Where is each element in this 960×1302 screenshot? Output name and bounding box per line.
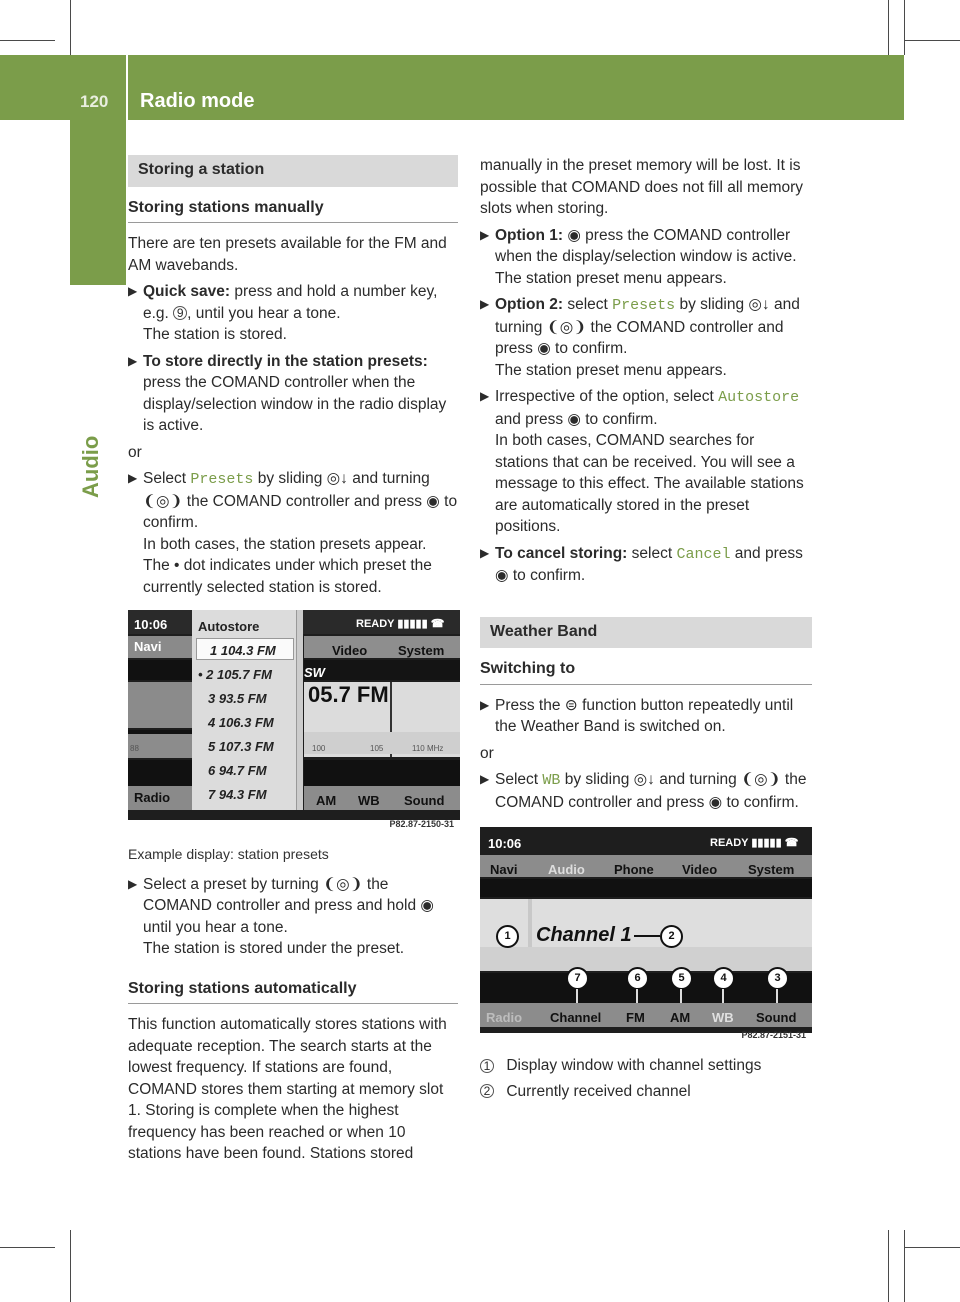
left-column xyxy=(128,155,458,1165)
right-column xyxy=(480,155,812,1102)
arrow-icon: ▶ xyxy=(128,876,138,891)
preset-5[interactable]: 5 107.3 FM xyxy=(208,739,274,754)
scrollbar[interactable] xyxy=(296,610,303,810)
crop-mark xyxy=(905,40,960,41)
clock: 10:06 xyxy=(488,836,522,851)
step-select-preset: ▶ Select a preset by turning ❨◎❩ the COMAND controller and press and hold ◉ until you hear a tone. The station is stored under the preset. xyxy=(128,875,434,957)
channel-display: Channel 1 xyxy=(536,924,632,946)
annotation-5: 5 xyxy=(670,967,693,990)
radio-button-icon: ⊜ xyxy=(564,696,578,714)
arrow-icon: ▶ xyxy=(128,353,138,368)
figure-caption: Example display: station presets xyxy=(128,846,329,862)
press-controller-icon: ◉ xyxy=(420,897,434,914)
header-divider xyxy=(126,55,128,120)
frequency-display: 05.7 FM xyxy=(308,682,389,707)
annotation-3: 3 xyxy=(766,967,789,990)
arrow-icon: ▶ xyxy=(480,697,490,712)
turn-controller-icon: ❨◎❩ xyxy=(323,875,363,893)
side-label: Audio xyxy=(78,435,103,498)
step-quick-save: ▶ Quick save: press and hold a number key, e.g. 9 , until you hear a tone. The station is stored. xyxy=(128,283,438,343)
side-tab xyxy=(70,120,126,285)
crop-mark xyxy=(904,0,905,55)
arrow-icon: ▶ xyxy=(480,389,490,403)
preset-2[interactable]: • 2 105.7 FM xyxy=(198,667,272,682)
clock: 10:06 xyxy=(134,617,168,632)
menu-sound[interactable]: Sound xyxy=(756,1010,797,1025)
continued-text: manually in the preset memory will be lost. It is possible that COMAND does not fill all memory slots when storing. xyxy=(480,157,804,217)
arrow-icon: ▶ xyxy=(128,471,138,485)
weather-band-screenshot xyxy=(480,827,812,1049)
press-controller-icon: ◉ xyxy=(537,340,551,357)
preset-4[interactable]: 4 106.3 FM xyxy=(208,715,274,730)
step-select-presets: ▶ Select Presets by sliding ◎↓ and turning ❨◎❩ the COMAND controller and press ◉ to confirm. In both cases, the station presets appear. The • dot indicates under which preset the currently selected station is stored. xyxy=(128,470,458,596)
press-controller-icon: ◉ xyxy=(708,793,723,811)
preset-7[interactable]: 7 94.3 FM xyxy=(208,787,267,802)
crop-mark xyxy=(0,1247,55,1248)
turn-controller-icon: ❨◎❩ xyxy=(546,318,587,336)
crop-mark xyxy=(905,1247,960,1248)
slide-controller-icon: ◎↓ xyxy=(326,470,348,487)
step-option-2: ▶ Option 2: select Presets by sliding ◎↓ and turning ❨◎❩ the COMAND controller and press ◉ to confirm. The station preset menu appears. xyxy=(480,296,800,379)
annotation-2: 2 xyxy=(660,925,683,948)
auto-text: This function automatically stores stations with adequate reception. The search starts at the lowest frequency. If stations are found, COMAND stores them starting at memory slot 1. Storing is complete when the highest frequency has been reached or when 10 stations have been found. Stations stored xyxy=(128,1016,447,1162)
scale-100: 100 xyxy=(312,744,326,753)
or-text: or xyxy=(480,744,494,762)
subheading-auto: Storing stations automatically xyxy=(128,978,458,1005)
page-title: Radio mode xyxy=(140,90,255,112)
legend-item: 1 Display window with channel settings xyxy=(480,1055,812,1077)
section-weather-band: Weather Band xyxy=(480,617,812,649)
subheading-manual: Storing stations manually xyxy=(128,197,458,224)
turn-controller-icon: ❨◎❩ xyxy=(143,492,183,510)
menu-sound[interactable]: Sound xyxy=(404,793,445,808)
menu-video[interactable]: Video xyxy=(682,862,718,877)
step-press-radio: ▶ Press the ⊜ function button repeatedly until the Weather Band is switched on. xyxy=(480,696,794,735)
menu-system[interactable]: System xyxy=(748,862,795,877)
press-controller-icon: ◉ xyxy=(567,410,581,428)
menu-system[interactable]: System xyxy=(398,643,445,658)
step-option-1: ▶ Option 1: ◉ press the COMAND controller when the display/selection window is active. The station preset menu appears. xyxy=(480,226,797,287)
menu-video[interactable]: Video xyxy=(332,643,368,658)
scale-105: 105 xyxy=(370,744,384,753)
intro-text: There are ten presets available for the FM and AM wavebands. xyxy=(128,235,447,274)
menu-am[interactable]: AM xyxy=(316,793,337,808)
menu-wb[interactable]: WB xyxy=(358,793,380,808)
dot-icon: • xyxy=(174,557,180,574)
legend-number: 1 xyxy=(480,1059,494,1073)
crop-mark xyxy=(904,1230,905,1302)
step-store-direct: ▶ To store directly in the station presets: press the COMAND controller when the display/selection window in the radio display is active. xyxy=(128,352,447,434)
subheading-switching: Switching to xyxy=(480,658,812,685)
arrow-icon: ▶ xyxy=(480,297,490,311)
arrow-icon: ▶ xyxy=(480,227,490,242)
legend-item: 2 Currently received channel xyxy=(480,1081,812,1103)
menu-phone[interactable]: Phone xyxy=(614,862,654,877)
annotation-4: 4 xyxy=(712,967,735,990)
band-fragment: SW xyxy=(304,665,325,680)
turn-controller-icon: ❨◎❩ xyxy=(741,771,781,788)
preset-1[interactable]: 1 104.3 FM xyxy=(210,643,276,658)
figure-code: P82.87-2150-31 xyxy=(389,818,454,829)
menu-navi[interactable]: Navi xyxy=(134,639,162,654)
menu-am[interactable]: AM xyxy=(670,1010,691,1025)
slide-controller-icon: ◎↓ xyxy=(633,771,655,788)
status: READY ▮▮▮▮▮ ☎ xyxy=(356,618,445,630)
menu-wb[interactable]: WB xyxy=(712,1010,734,1025)
legend-number: 2 xyxy=(480,1084,494,1098)
step-irrespective: ▶ Irrespective of the option, select Autostore and press ◉ to confirm. In both cases, COMAND searches for stations that can be received. You will see a message to this effect. The available stations are automatically stored in the preset positions. xyxy=(480,388,804,535)
annotation-6: 6 xyxy=(626,967,649,990)
crop-mark xyxy=(888,0,889,55)
station-presets-screenshot xyxy=(128,610,460,838)
crop-mark xyxy=(0,40,55,41)
scale-110: 110 MHz xyxy=(412,744,444,753)
crop-mark xyxy=(888,1230,889,1302)
or-text: or xyxy=(128,443,142,461)
scale-left: 88 xyxy=(130,744,139,753)
page-number: 120 xyxy=(80,92,109,111)
press-controller-icon: ◉ xyxy=(563,226,581,244)
annotation-1: 1 xyxy=(496,925,519,948)
press-controller-icon: ◉ xyxy=(495,567,509,584)
menu-radio[interactable]: Radio xyxy=(486,1010,523,1025)
header-bar xyxy=(0,55,904,120)
menu-fm[interactable]: FM xyxy=(626,1010,645,1025)
menu-audio[interactable]: Audio xyxy=(548,862,585,877)
arrow-icon: ▶ xyxy=(128,284,138,298)
section-title: Storing a station xyxy=(128,155,458,187)
press-controller-icon: ◉ xyxy=(426,492,440,510)
slide-controller-icon: ◎↓ xyxy=(748,296,770,313)
arrow-icon: ▶ xyxy=(480,545,490,560)
menu-radio[interactable]: Radio xyxy=(134,790,171,805)
menu-channel[interactable]: Channel xyxy=(550,1010,602,1025)
figure-code: P82.87-2151-31 xyxy=(741,1029,806,1040)
preset-6[interactable]: 6 94.7 FM xyxy=(208,763,267,778)
preset-header: Autostore xyxy=(198,619,260,634)
status: READY ▮▮▮▮▮ ☎ xyxy=(710,837,799,849)
arrow-icon: ▶ xyxy=(480,772,490,786)
crop-mark xyxy=(70,1230,71,1302)
crop-mark xyxy=(70,0,71,55)
number-key-icon: 9 xyxy=(173,306,187,320)
menu-navi[interactable]: Navi xyxy=(490,862,518,877)
step-cancel: ▶ To cancel storing: select Cancel and press ◉ to confirm. xyxy=(480,544,803,584)
annotation-7: 7 xyxy=(566,967,589,990)
legend xyxy=(480,1055,812,1102)
step-select-wb: ▶ Select WB by sliding ◎↓ and turning ❨◎❩ the COMAND controller and press ◉ to confirm. xyxy=(480,771,807,811)
preset-3[interactable]: 3 93.5 FM xyxy=(208,691,267,706)
